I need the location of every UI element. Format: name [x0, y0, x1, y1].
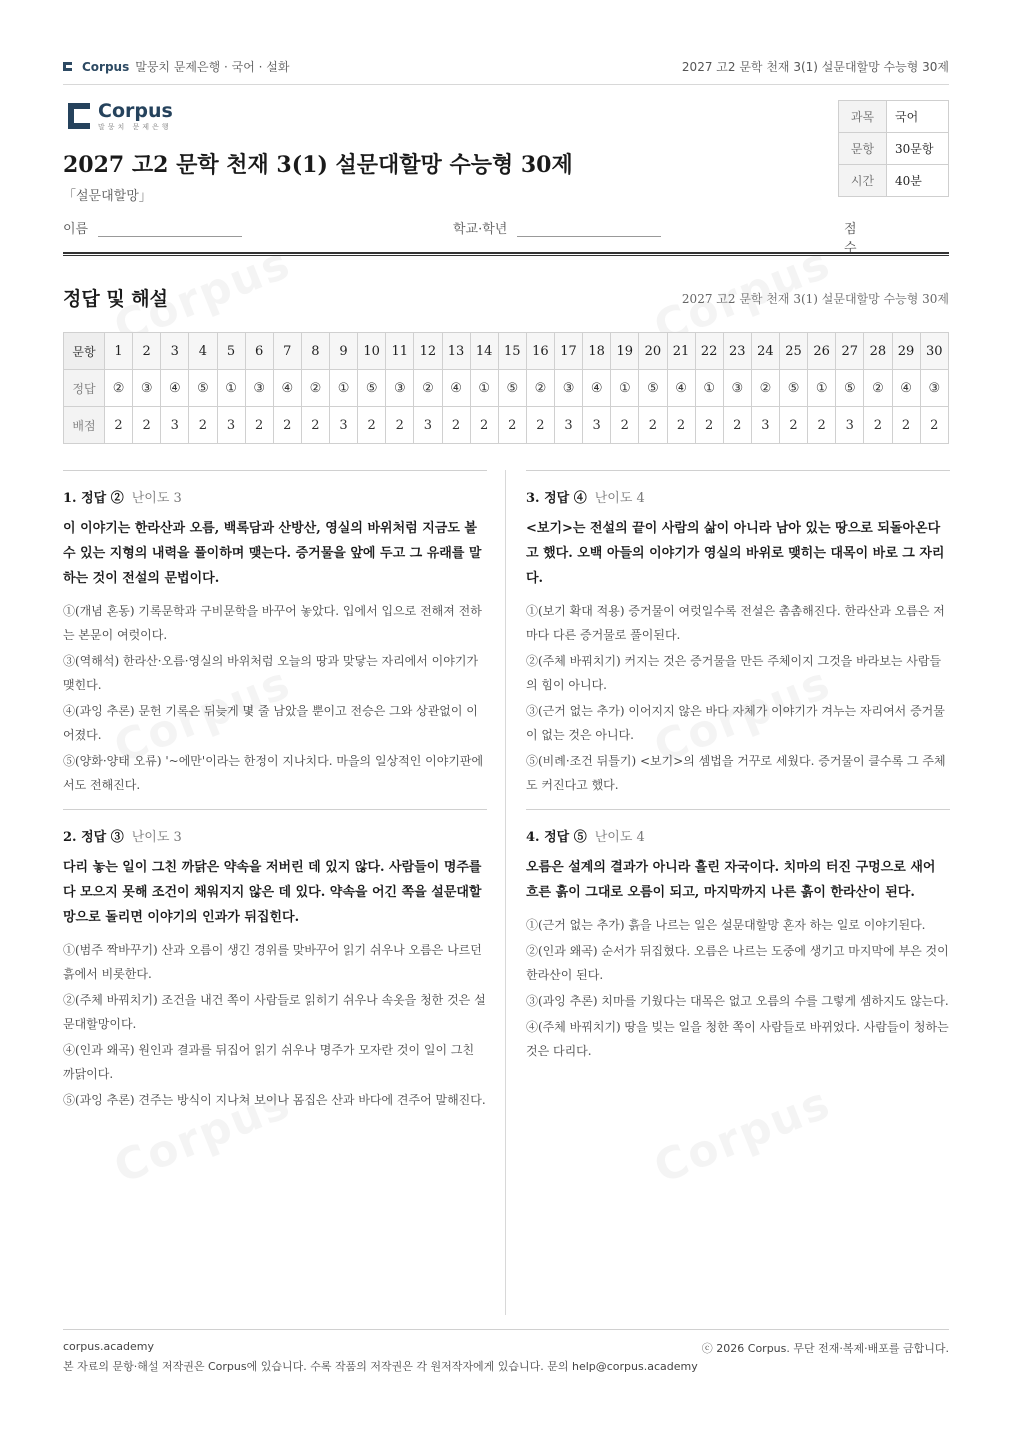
answer-table-row-numbers [64, 333, 949, 370]
question-header [526, 826, 950, 845]
meta-key: 문항 [839, 133, 887, 165]
option-explanation: ①(범주 짝바꾸기) 산과 오름이 생긴 경위를 맞바꾸어 읽기 쉬우나 오름은 나르던 흙에서 비롯한다. [63, 943, 482, 981]
question-number-cell: 8 [301, 333, 329, 370]
points-cell: 3 [414, 407, 442, 444]
question-number-cell: 2 [133, 333, 161, 370]
explanation-main: 이 이야기는 한라산과 오름, 백록담과 산방산, 영실의 바위처럼 지금도 볼 수 있는 지형의 내력을 풀이하며 맺는다. 증거물을 앞에 두고 그 유래를 말하는 것이 전설의 문법이다. [63, 521, 482, 586]
points-cell: 2 [189, 407, 217, 444]
option-explanation: ④(인과 왜곡) 원인과 결과를 뒤집어 읽기 쉬우나 명주가 모자란 것이 일이 그친 까닭이다. [63, 1043, 475, 1081]
question-answer: 2. 정답 ③ [63, 830, 124, 845]
question-answer: 4. 정답 ⑤ [526, 830, 587, 845]
question-explanation [526, 809, 950, 1065]
meta-value: 40분 [887, 165, 949, 197]
meta-value: 국어 [887, 101, 949, 133]
footer-copyright: ⓒ 2026 Corpus. 무단 전재·복제·배포를 금합니다. [701, 1342, 949, 1355]
answer-cell: ⑤ [189, 370, 217, 407]
points-cell: 2 [611, 407, 639, 444]
answer-cell: ④ [667, 370, 695, 407]
option-explanation: ④(과잉 추론) 문헌 기록은 뒤늦게 몇 줄 남았을 뿐이고 전승은 그와 상관없이 이어졌다. [63, 704, 478, 742]
points-cell: 2 [780, 407, 808, 444]
answer-cell: ④ [892, 370, 920, 407]
score-label: 점수 [844, 222, 857, 256]
question-number-cell: 29 [892, 333, 920, 370]
question-number-cell: 15 [498, 333, 526, 370]
points-cell: 3 [751, 407, 779, 444]
question-number-cell: 12 [414, 333, 442, 370]
brand-name: Corpus [82, 59, 130, 74]
meta-key: 시간 [839, 165, 887, 197]
answer-cell: ① [808, 370, 836, 407]
option-explanation: ④(주체 바꿔치기) 땅을 빚는 일을 청한 쪽이 사람들로 바뀌었다. 사람들이 청하는 것은 다리다. [526, 1020, 949, 1058]
question-number-cell: 17 [555, 333, 583, 370]
option-explanation: ①(개념 혼동) 기록문학과 구비문학을 바꾸어 놓았다. 입에서 입으로 전해져 전하는 본문이 여럿이다. [63, 604, 482, 642]
meta-table [838, 100, 949, 197]
question-number-cell: 14 [470, 333, 498, 370]
points-cell: 2 [442, 407, 470, 444]
points-cell: 3 [330, 407, 358, 444]
answer-cell: ④ [442, 370, 470, 407]
points-cell: 3 [555, 407, 583, 444]
answer-cell: ③ [245, 370, 273, 407]
question-number-cell: 30 [920, 333, 948, 370]
answer-cell: ③ [723, 370, 751, 407]
answer-cell: ① [695, 370, 723, 407]
name-input-line[interactable] [98, 220, 242, 237]
option-explanation: ②(주체 바꿔치기) 커지는 것은 증거물을 만든 주체이지 그것을 바라보는 사람들의 힘이 아니다. [526, 654, 942, 692]
question-number-cell: 1 [105, 333, 133, 370]
meta-value: 30문항 [887, 133, 949, 165]
corpus-logo-icon [68, 103, 90, 129]
logo [68, 101, 173, 132]
points-cell: 2 [695, 407, 723, 444]
option-explanation: ③(과잉 추론) 치마를 기웠다는 대목은 없고 오름의 수를 그렇게 셈하지도 않는다. [526, 994, 949, 1008]
difficulty: 난이도 3 [131, 491, 182, 506]
meta-key: 과목 [839, 101, 887, 133]
points-cell: 2 [133, 407, 161, 444]
question-number-cell: 19 [611, 333, 639, 370]
option-explanation: ③(역해석) 한라산·오름·영실의 바위처럼 오늘의 땅과 맞닿는 자리에서 이야기가 맺힌다. [63, 654, 479, 692]
school-field [453, 218, 661, 237]
student-fields [63, 218, 949, 256]
question-number-cell: 21 [667, 333, 695, 370]
answer-cell: ② [864, 370, 892, 407]
answer-cell: ③ [386, 370, 414, 407]
meta-row [839, 165, 949, 197]
row-label: 문항 [64, 333, 105, 370]
meta-row [839, 101, 949, 133]
section-subtitle: 2027 고2 문학 천재 3(1) 설문대할망 수능형 30제 [681, 292, 949, 306]
double-divider [63, 252, 949, 256]
answer-cell: ③ [920, 370, 948, 407]
row-label: 정답 [64, 370, 105, 407]
meta-row [839, 133, 949, 165]
points-cell: 2 [526, 407, 554, 444]
divider [63, 809, 487, 810]
answer-cell: ⑤ [639, 370, 667, 407]
difficulty: 난이도 3 [131, 830, 182, 845]
question-number-cell: 4 [189, 333, 217, 370]
answer-cell: ② [526, 370, 554, 407]
points-cell: 3 [583, 407, 611, 444]
points-cell: 2 [245, 407, 273, 444]
divider [63, 84, 949, 85]
question-explanation [63, 470, 487, 799]
document-title: 2027 고2 문학 천재 3(1) 설문대할망 수능형 30제 [63, 152, 573, 178]
divider [526, 809, 950, 810]
question-explanation [526, 470, 950, 799]
points-cell: 2 [386, 407, 414, 444]
points-cell: 2 [639, 407, 667, 444]
question-number-cell: 6 [245, 333, 273, 370]
school-label: 학교·학년 [453, 222, 508, 237]
answer-cell: ⑤ [498, 370, 526, 407]
option-explanation: ⑤(비례·조건 뒤틀기) <보기>의 셈법을 거꾸로 세웠다. 증거물이 클수록 그 주체도 커진다고 했다. [526, 754, 946, 792]
question-number-cell: 18 [583, 333, 611, 370]
answer-table [63, 332, 949, 444]
question-header [63, 487, 487, 506]
question-number-cell: 24 [751, 333, 779, 370]
explanation-main: 오름은 설계의 결과가 아니라 흘린 자국이다. 치마의 터진 구멍으로 새어 흐른 흙이 그대로 오름이 되고, 마지막까지 나른 흙이 한라산이 된다. [526, 860, 936, 900]
answer-cell: ④ [273, 370, 301, 407]
school-input-line[interactable] [517, 220, 661, 237]
divider [63, 1329, 949, 1330]
corpus-logo-icon [63, 62, 72, 71]
points-cell: 2 [920, 407, 948, 444]
points-cell: 2 [667, 407, 695, 444]
question-number-cell: 11 [386, 333, 414, 370]
question-number-cell: 9 [330, 333, 358, 370]
points-cell: 2 [892, 407, 920, 444]
divider [526, 470, 950, 471]
question-number-cell: 7 [273, 333, 301, 370]
question-number-cell: 3 [161, 333, 189, 370]
breadcrumb: 말뭉치 문제은행 · 국어 · 설화 [135, 60, 290, 74]
score-field [844, 218, 949, 256]
answer-table-row-points [64, 407, 949, 444]
option-explanation: ②(인과 왜곡) 순서가 뒤집혔다. 오름은 나르는 도중에 생기고 마지막에 부은 것이 한라산이 된다. [526, 944, 949, 982]
option-explanation: ③(근거 없는 추가) 이어지지 않은 바다 자체가 이야기가 겨누는 자리여서 증거물이 없는 것은 아니다. [526, 704, 945, 742]
points-cell: 3 [217, 407, 245, 444]
points-cell: 2 [498, 407, 526, 444]
option-explanation: ②(주체 바꿔치기) 조건을 내건 쪽이 사람들로 읽히기 쉬우나 속옷을 청한 것은 설문대할망이다. [63, 993, 486, 1031]
difficulty: 난이도 4 [594, 830, 645, 845]
logo-name: Corpus [98, 100, 173, 122]
header-doc-title: 2027 고2 문학 천재 3(1) 설문대할망 수능형 30제 [681, 60, 949, 74]
row-label: 배점 [64, 407, 105, 444]
option-explanation: ①(근거 없는 추가) 흙을 나르는 일은 설문대할망 혼자 하는 일로 이야기된다. [526, 918, 926, 932]
points-cell: 2 [723, 407, 751, 444]
logo-subtitle: 말뭉치 문제은행 [98, 123, 172, 131]
question-number-cell: 28 [864, 333, 892, 370]
explanation-main: 다리 놓는 일이 그친 까닭은 약속을 저버린 데 있지 않다. 사람들이 명주를 다 모으지 못해 조건이 채워지지 않은 데 있다. 약속을 어긴 쪽을 설문대할망으로 돌리면 이야기의 인과가 뒤집힌다. [63, 860, 482, 925]
answer-cell: ② [105, 370, 133, 407]
question-number-cell: 5 [217, 333, 245, 370]
answer-cell: ⑤ [358, 370, 386, 407]
footer-notice: 본 자료의 문항·해설 저작권은 Corpus에 있습니다. 수록 작품의 저작권은 각 원저작자에게 있습니다. 문의 help@corpus.academy [63, 1360, 698, 1373]
watermark [647, 1077, 838, 1194]
question-number-cell: 26 [808, 333, 836, 370]
points-cell: 2 [808, 407, 836, 444]
divider [63, 470, 487, 471]
answer-cell: ⑤ [836, 370, 864, 407]
question-header [526, 487, 950, 506]
points-cell: 2 [864, 407, 892, 444]
answer-cell: ③ [133, 370, 161, 407]
option-explanation: ⑤(양화·양태 오류) '~에만'이라는 한정이 지나치다. 마을의 일상적인 이야기판에서도 전해진다. [63, 754, 484, 792]
points-cell: 2 [358, 407, 386, 444]
question-number-cell: 22 [695, 333, 723, 370]
question-number-cell: 13 [442, 333, 470, 370]
explanation-main: <보기>는 전설의 끝이 사람의 삶이 아니라 남아 있는 땅으로 되돌아온다고 했다. 오백 아들의 이야기가 영실의 바위로 맺히는 대목이 바로 그 자리다. [526, 521, 945, 586]
question-number-cell: 16 [526, 333, 554, 370]
points-cell: 2 [273, 407, 301, 444]
points-cell: 2 [301, 407, 329, 444]
answer-cell: ① [330, 370, 358, 407]
name-field [63, 218, 242, 237]
question-number-cell: 10 [358, 333, 386, 370]
difficulty: 난이도 4 [594, 491, 645, 506]
question-header [63, 826, 487, 845]
answer-cell: ④ [161, 370, 189, 407]
question-number-cell: 25 [780, 333, 808, 370]
option-explanation: ①(보기 확대 적용) 증거물이 여럿일수록 전설은 촘촘해진다. 한라산과 오름은 저마다 다른 증거물로 풀이된다. [526, 604, 945, 642]
question-answer: 3. 정답 ④ [526, 491, 587, 506]
answer-cell: ① [217, 370, 245, 407]
answer-cell: ① [470, 370, 498, 407]
option-explanation: ⑤(과잉 추론) 견주는 방식이 지나쳐 보이나 몸집은 산과 바다에 견주어 말해진다. [63, 1093, 486, 1107]
answer-cell: ② [414, 370, 442, 407]
question-number-cell: 23 [723, 333, 751, 370]
section-title: 정답 및 해설 [63, 288, 168, 310]
answer-cell: ④ [583, 370, 611, 407]
answer-cell: ⑤ [780, 370, 808, 407]
document-subtitle: 「설문대할망」 [63, 189, 152, 204]
question-number-cell: 27 [836, 333, 864, 370]
question-explanation [63, 809, 487, 1114]
top-bar [63, 58, 949, 78]
points-cell: 3 [836, 407, 864, 444]
top-bar-left [63, 58, 289, 75]
points-cell: 2 [105, 407, 133, 444]
question-answer: 1. 정답 ② [63, 491, 124, 506]
answer-table-row-answers [64, 370, 949, 407]
answer-cell: ③ [555, 370, 583, 407]
points-cell: 2 [470, 407, 498, 444]
points-cell: 3 [161, 407, 189, 444]
column-divider [505, 470, 506, 1315]
answer-cell: ① [611, 370, 639, 407]
answer-cell: ② [301, 370, 329, 407]
question-number-cell: 20 [639, 333, 667, 370]
answer-cell: ② [751, 370, 779, 407]
footer-site[interactable]: corpus.academy [63, 1340, 154, 1353]
name-label: 이름 [63, 222, 89, 237]
